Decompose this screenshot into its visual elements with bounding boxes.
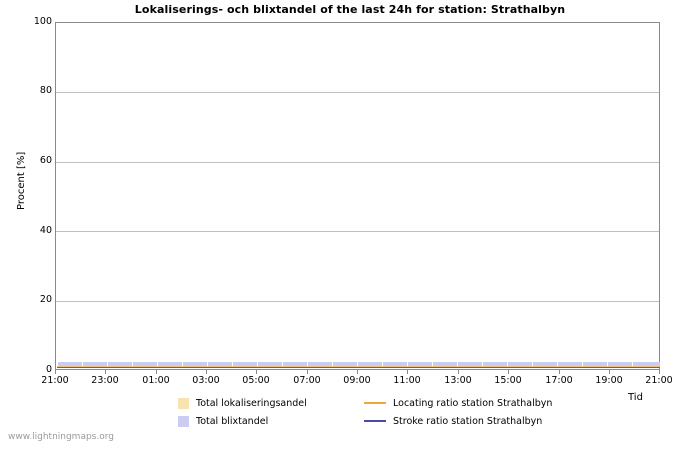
legend-label: Locating ratio station Strathalbyn — [393, 397, 553, 409]
x-axis-title: Tid — [628, 392, 643, 403]
legend-row — [178, 412, 552, 430]
x-tick-label: 09:00 — [343, 375, 371, 386]
y-tick-label-100: 100 — [33, 16, 52, 27]
gridline-20 — [56, 301, 659, 302]
x-tick-label: 21:00 — [645, 375, 673, 386]
x-tickmark — [659, 370, 660, 374]
plot-area — [55, 22, 660, 370]
gridline-60 — [56, 162, 659, 163]
x-tickmark — [458, 370, 459, 374]
x-tick-label: 01:00 — [142, 375, 170, 386]
x-tickmark — [156, 370, 157, 374]
x-tick-label: 07:00 — [293, 375, 321, 386]
x-tickmark — [407, 370, 408, 374]
legend-row — [178, 394, 552, 412]
x-tickmark — [508, 370, 509, 374]
x-tick-label: 05:00 — [242, 375, 270, 386]
legend-item-total-lokaliseringsandel — [178, 398, 364, 409]
y-tick-label-20: 20 — [39, 294, 52, 305]
series-stroke-ratio-line — [57, 367, 660, 368]
gridline-80 — [56, 92, 659, 93]
x-tick-label: 19:00 — [595, 375, 623, 386]
x-tick-label: 23:00 — [91, 375, 119, 386]
chart-legend — [178, 394, 552, 430]
y-axis-title: Procent [%] — [16, 151, 27, 210]
gridline-40 — [56, 231, 659, 232]
x-tickmark — [357, 370, 358, 374]
x-tick-label: 15:00 — [494, 375, 522, 386]
x-tick-label: 11:00 — [393, 375, 421, 386]
x-tickmark — [559, 370, 560, 374]
y-tick-label-40: 40 — [39, 225, 52, 236]
x-tickmark — [55, 370, 56, 374]
watermark: www.lightningmaps.org — [8, 432, 114, 442]
legend-swatch-icon — [178, 416, 189, 427]
chart-title: Lokaliserings- och blixtandel of the last 24h for station: Strathalbyn — [134, 3, 566, 16]
x-tick-label: 21:00 — [41, 375, 69, 386]
x-tickmark — [307, 370, 308, 374]
x-tick-label: 03:00 — [192, 375, 220, 386]
legend-line-icon — [364, 402, 386, 404]
x-tickmark — [105, 370, 106, 374]
legend-label: Stroke ratio station Strathalbyn — [393, 415, 543, 427]
x-tick-label: 13:00 — [444, 375, 472, 386]
x-tickmark — [206, 370, 207, 374]
legend-line-icon — [364, 420, 386, 422]
legend-swatch-icon — [178, 398, 189, 409]
legend-label: Total blixtandel — [196, 415, 269, 427]
y-tick-label-80: 80 — [39, 85, 52, 96]
legend-item-stroke-ratio — [364, 416, 542, 427]
legend-item-locating-ratio — [364, 398, 552, 409]
x-tickmark — [256, 370, 257, 374]
y-tick-label-60: 60 — [39, 155, 52, 166]
x-tick-label: 17:00 — [545, 375, 573, 386]
x-tickmark — [609, 370, 610, 374]
y-tick-label-0: 0 — [45, 364, 52, 375]
legend-item-total-blixtandel — [178, 416, 364, 427]
legend-label: Total lokaliseringsandel — [196, 397, 307, 409]
